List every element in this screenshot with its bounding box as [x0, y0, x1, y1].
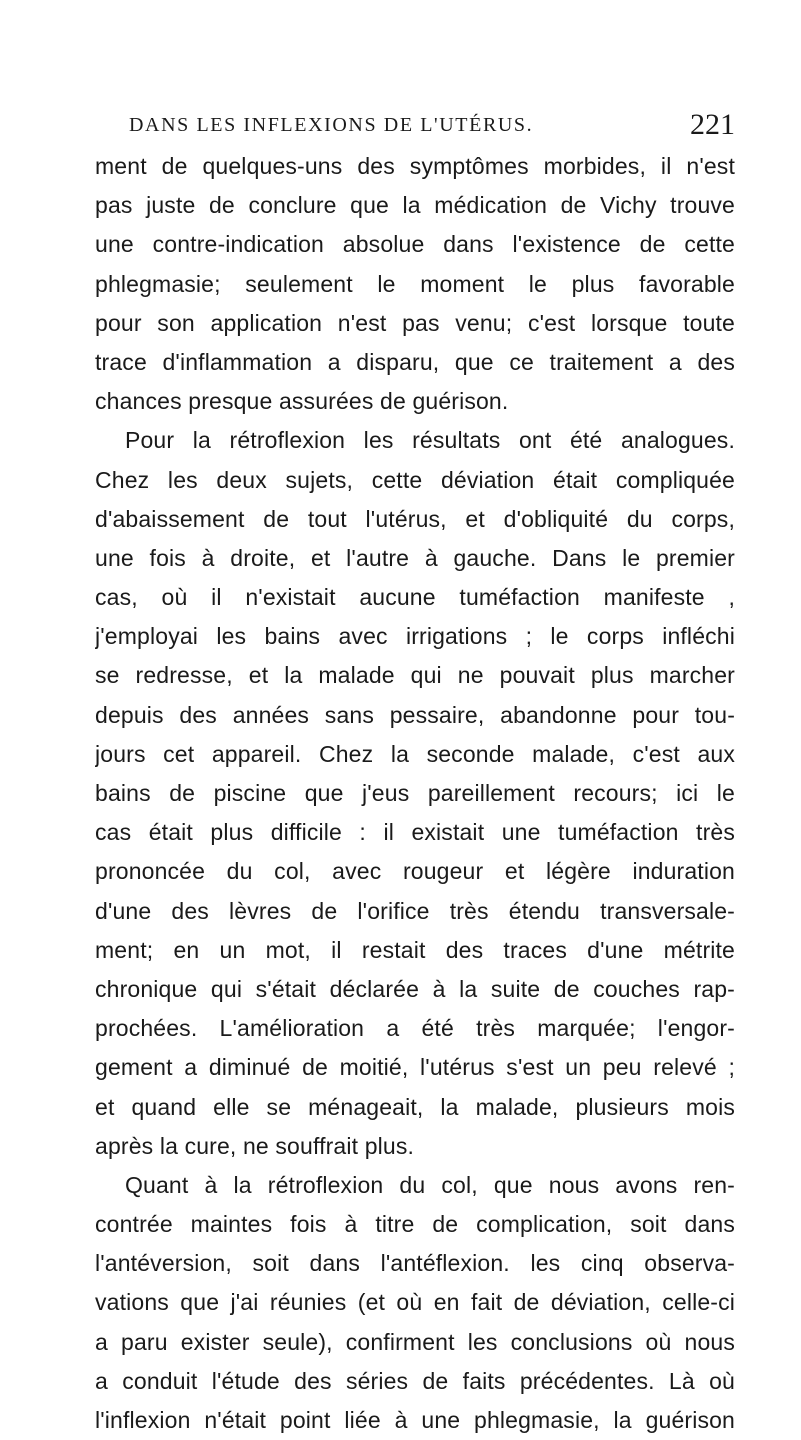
text-line: et quand elle se ménageait, la malade, plusieurs mois: [95, 1093, 735, 1120]
text-line: gement a diminué de moitié, l'utérus s'est un peu relevé ;: [95, 1054, 735, 1081]
text-line: se redresse, et la malade qui ne pouvait plus marcher: [95, 662, 735, 689]
text-line: d'une des lèvres de l'orifice très étendu transversale-: [95, 897, 735, 924]
text-line: chronique qui s'était déclarée à la suite de couches rap-: [95, 975, 735, 1002]
running-head: [95, 108, 735, 146]
text-line: trace d'inflammation a disparu, que ce traitement a des: [95, 348, 735, 375]
text-line: prononcée du col, avec rougeur et légère induration: [95, 858, 735, 885]
text-line: phlegmasie; seulement le moment le plus favorable: [95, 270, 735, 297]
text-line: prochées. L'amélioration a été très marquée; l'engor-: [95, 1015, 735, 1042]
text-line: Quant à la rétroflexion du col, que nous avons ren-: [125, 1171, 735, 1198]
text-line: ment de quelques-uns des symptômes morbides, il n'est: [95, 153, 735, 179]
text-line: j'employai les bains avec irrigations ; le corps infléchi: [95, 623, 735, 650]
text-line: ment; en un mot, il restait des traces d'une métrite: [95, 936, 735, 963]
text-line: Chez les deux sujets, cette déviation était compliquée: [95, 466, 735, 493]
text-line: Pour la rétroflexion les résultats ont été analogues.: [125, 427, 735, 454]
text-line: d'abaissement de tout l'utérus, et d'obliquité du corps,: [95, 505, 735, 532]
page-number: 221: [690, 108, 735, 141]
text-line: vations que j'ai réunies (et où en fait de déviation, celle-ci: [95, 1289, 735, 1316]
text-line: après la cure, ne souffrait plus.: [95, 1132, 415, 1159]
text-line: cas, où il n'existait aucune tuméfaction manifeste ,: [95, 584, 735, 611]
text-line: une contre-indication absolue dans l'existence de cette: [95, 231, 735, 258]
text-line: pas juste de conclure que la médication de Vichy trouve: [95, 192, 735, 219]
text-line: a conduit l'étude des séries de faits précédentes. Là où: [95, 1367, 735, 1394]
running-title: DANS LES INFLEXIONS DE L'UTÉRUS.: [129, 114, 534, 136]
text-line: cas était plus difficile : il existait une tuméfaction très: [95, 819, 735, 846]
text-line: a paru exister seule), confirment les conclusions où nous: [95, 1328, 735, 1355]
text-line: depuis des années sans pessaire, abandonne pour tou-: [95, 701, 735, 728]
text-line: contrée maintes fois à titre de complication, soit dans: [95, 1211, 735, 1238]
text-line: une fois à droite, et l'autre à gauche. Dans le premier: [95, 544, 735, 571]
text-line: bains de piscine que j'eus pareillement recours; ici le: [95, 780, 735, 806]
text-line: l'antéversion, soit dans l'antéflexion. les cinq observa-: [95, 1250, 735, 1277]
body-text: [95, 147, 735, 1440]
text-line: l'inflexion n'était point liée à une phlegmasie, la guérison: [95, 1407, 735, 1433]
text-line: chances presque assurées de guérison.: [95, 388, 509, 415]
text-line: pour son application n'est pas venu; c'est lorsque toute: [95, 309, 735, 336]
text-line: jours cet appareil. Chez la seconde malade, c'est aux: [95, 740, 735, 767]
